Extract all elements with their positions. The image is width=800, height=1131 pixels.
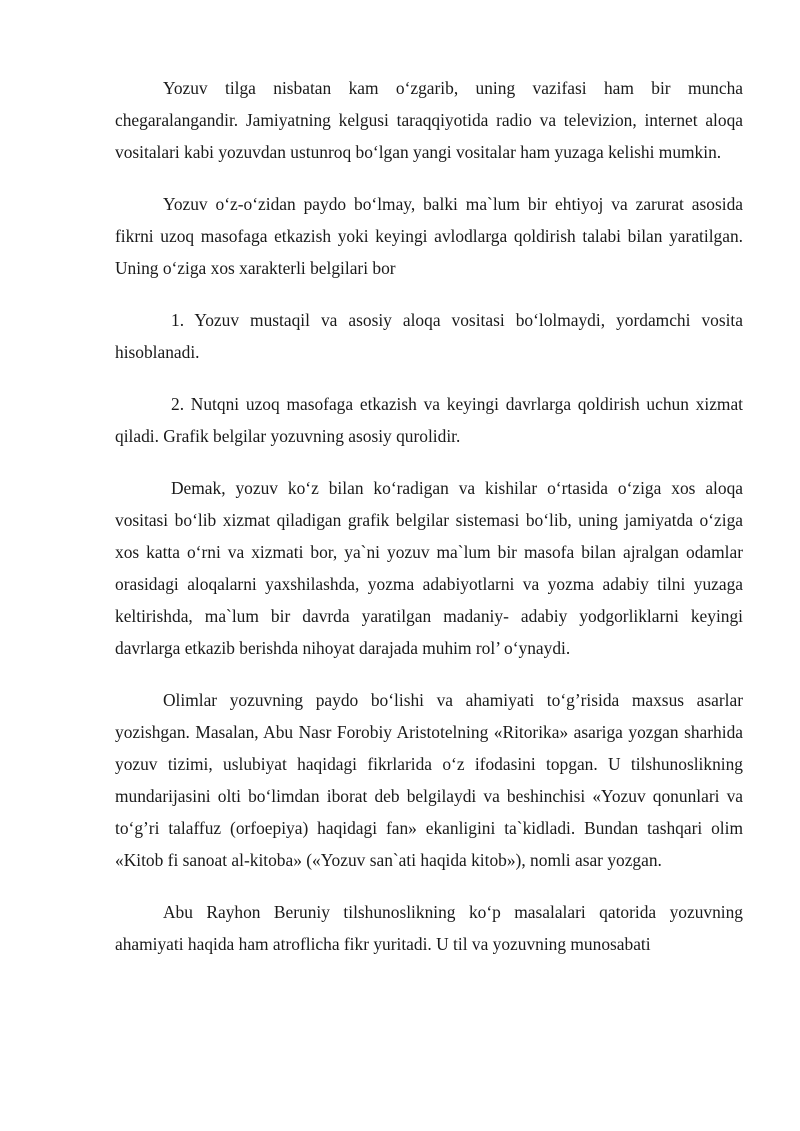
list-item-feature-2: 2. Nutqni uzoq masofaga etkazish va keyingi davrlarga qoldirish uchun xizmat qiladi. Grafik belgilar yozuvning asosiy qurolidir. xyxy=(115,394,743,446)
paragraph-beruni: Abu Rayhon Beruniy tilshunoslikning ko‘p masalalari qatorida yozuvning ahamiyati haqida ham atroflicha fikr yuritadi. U til va yozuvning munosabati xyxy=(115,902,743,954)
paragraph-conclusion: Demak, yozuv ko‘z bilan ko‘radigan va kishilar o‘rtasida o‘ziga xos aloqa vositasi bo‘lib xizmat qiladigan grafik belgilar sistemasi bo‘lib, uning jamiyatda o‘ziga xos katta o‘rni va xizmati bor, ya`ni yozuv ma`lum bir masofa bilan ajralgan odamlar orasidagi aloqalarni yaxshilashda, yozma adabiyotlarni va yozma adabiy tilni yuzaga keltirishda, ma`lum bir davrda yaratilgan madaniy- adabiy yodgorliklarni keyingi davrlarga etkazib berishda nihoyat darajada muhim rol’ o‘ynaydi. xyxy=(115,478,743,658)
paragraph-scholars-farabi: Olimlar yozuvning paydo bo‘lishi va ahamiyati to‘g’risida maxsus asarlar yozishgan. Masalan, Abu Nasr Forobiy Aristotelning «Ritorika» asariga yozgan sharhida yozuv tizimi, uslubiyat haqidagi fikrlarida o‘z ifodasini topgan. U tilshunoslikning mundarijasini olti bo‘limdan iborat deb belgilaydi va beshinchisi «Yozuv qonunlari va to‘g’ri talaffuz (orfoepiya) haqidagi fan» ekanligini ta`kidladi. Bundan tashqari olim «Kitob fi sanoat al-kitoba» («Yozuv san`ati haqida kitob»), nomli asar yozgan. xyxy=(115,690,743,870)
document-page xyxy=(115,72,743,960)
paragraph-writing-role: Yozuv tilga nisbatan kam o‘zgarib, uning vazifasi ham bir muncha chegaralangandir. Jamiyatning kelgusi taraqqiyotida radio va televizion, internet aloqa vositalari kabi yozuvdan ustunroq bo‘lgan yangi vositalar ham yuzaga kelishi mumkin. xyxy=(115,78,743,162)
list-item-feature-1: 1. Yozuv mustaqil va asosiy aloqa vositasi bo‘lolmaydi, yordamchi vosita hisoblanadi. xyxy=(115,310,743,362)
paragraph-writing-origin: Yozuv o‘z-o‘zidan paydo bo‘lmay, balki ma`lum bir ehtiyoj va zarurat asosida fikrni uzoq masofaga etkazish yoki keyingi avlodlarga qoldirish talabi bilan yaratilgan. Uning o‘ziga xos xarakterli belgilari bor xyxy=(115,194,743,278)
